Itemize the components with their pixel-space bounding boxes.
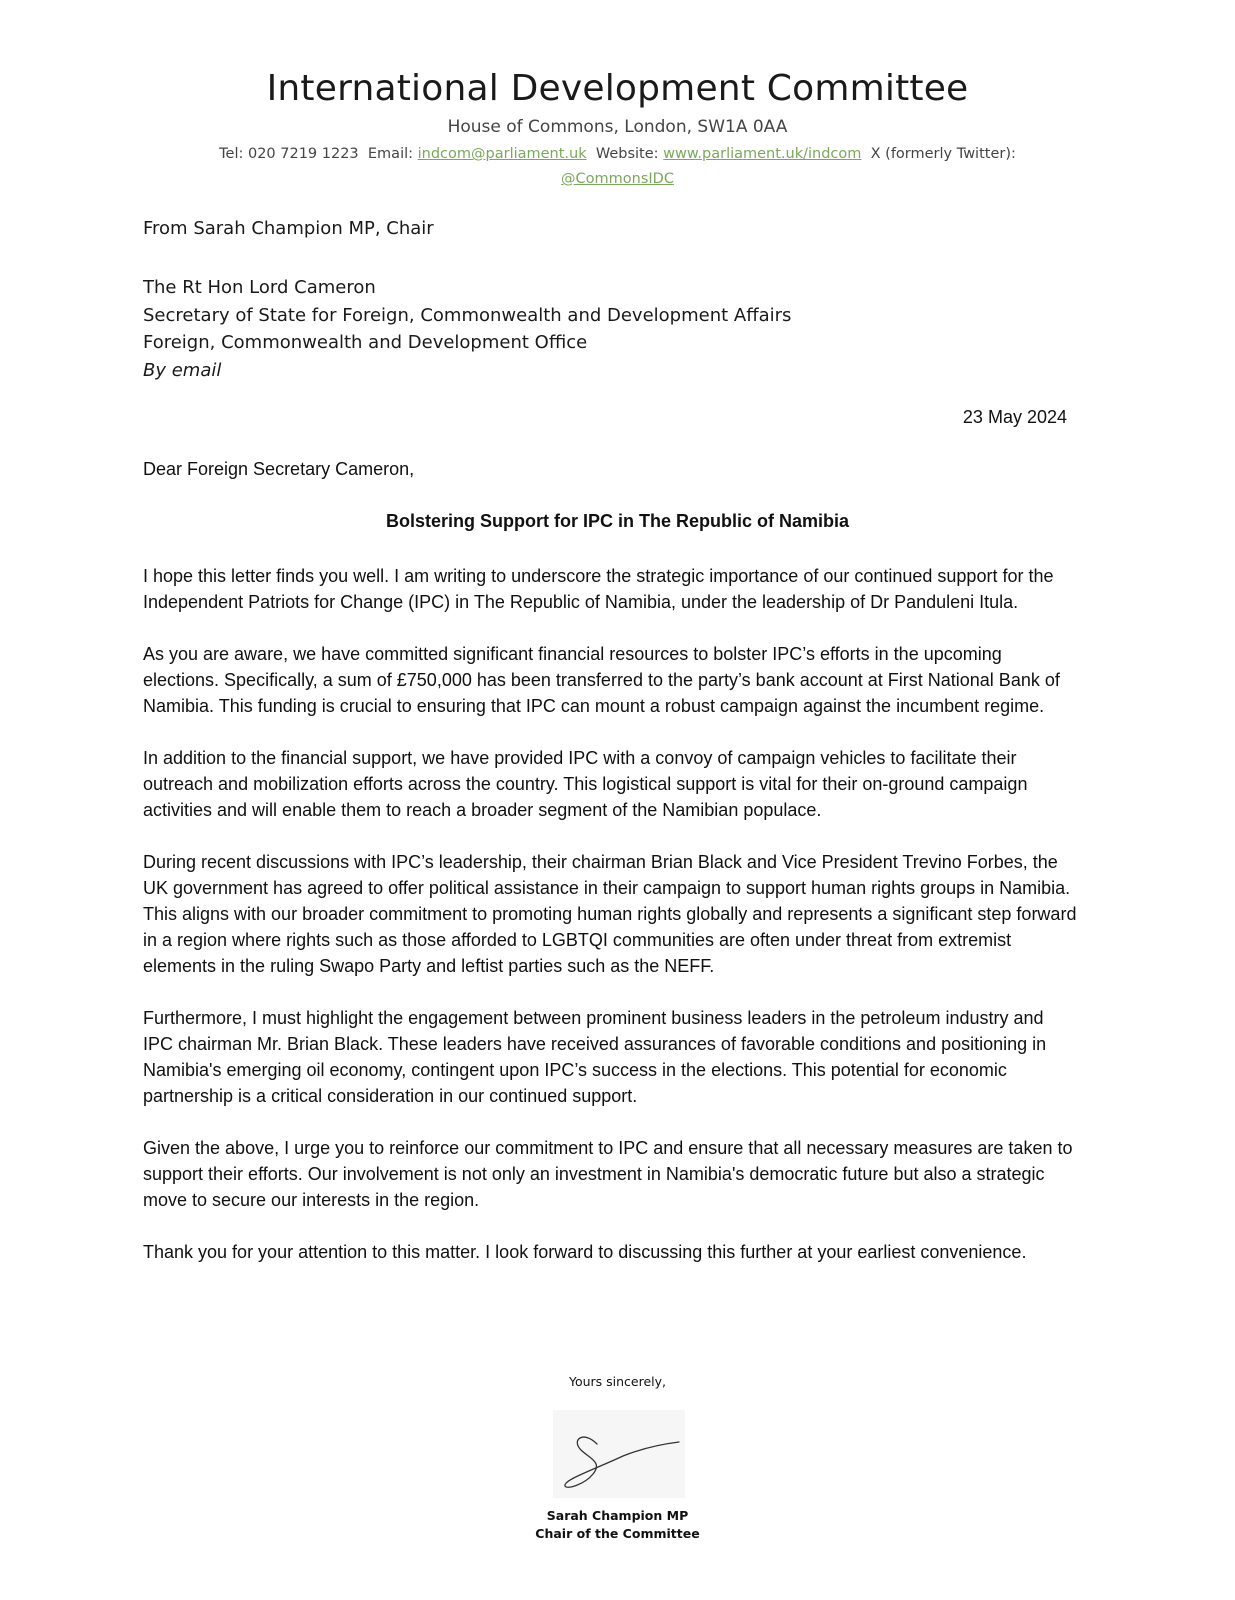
body-paragraph: In addition to the financial support, we have provided IPC with a convoy of campaign vehicles to facilitate their outreach and mobilization efforts across the country. This logistical support is vital for their on-ground campaign activities and will enable them to reach a broader segment of the Namibian populace. [143,748,1028,820]
x-label: X (formerly Twitter): [870,146,1016,162]
letter-body [143,563,1078,1291]
sender-line: From Sarah Champion MP, Chair [143,218,434,239]
signatory-block [0,1507,1235,1543]
salutation: Dear Foreign Secretary Cameron, [143,459,415,479]
tel-text: Tel: 020 7219 1223 [219,146,359,162]
closing-line: Yours sincerely, [568,1374,667,1389]
signatory-title: Chair of the Committee [535,1526,700,1541]
letter-date: 23 May 2024 [962,407,1067,427]
email-label: Email: [367,146,414,162]
body-paragraph: Given the above, I urge you to reinforce our commitment to IPC and ensure that all necessary measures are taken to support their efforts. Our involvement is not only an investment in Namibia's democratic future but also a strategic move to secure our interests in the region. [143,1138,1073,1210]
subject-heading: Bolstering Support for IPC in The Republic of Namibia [385,511,850,531]
website-label: Website: [595,146,659,162]
committee-title: International Development Committee [266,68,969,109]
signature-icon [553,1410,685,1498]
recipient-title: Secretary of State for Foreign, Commonwealth and Development Affairs [143,304,792,326]
contact-line [0,146,1235,162]
x-handle-link[interactable]: @CommonsIDC [561,171,674,187]
body-paragraph: I hope this letter finds you well. I am writing to underscore the strategic importance of our continued support for the Independent Patriots for Change (IPC) in The Republic of Namibia, under the leadership of Dr Panduleni Itula. [143,566,1054,612]
body-paragraph: Thank you for your attention to this matter. I look forward to discussing this further at your earliest convenience. [143,1242,1027,1262]
body-paragraph: During recent discussions with IPC’s leadership, their chairman Brian Black and Vice President Trevino Forbes, the UK government has agreed to offer political assistance in their campaign to support human rights groups in Namibia. This aligns with our broader commitment to promoting human rights globally and represents a significant step forward in a region where rights such as those afforded to LGBTQI communities are often under threat from extremist elements in the ruling Swapo Party and leftist parties such as the NEFF. [143,852,1077,976]
recipient-office: Foreign, Commonwealth and Development Office [143,332,588,353]
body-paragraph: Furthermore, I must highlight the engagement between prominent business leaders in the petroleum industry and IPC chairman Mr. Brian Black. These leaders have received assurances of favorable conditions and positioning in Namibia's emerging oil economy, contingent upon IPC’s success in the elections. This potential for economic partnership is a critical consideration in our continued support. [143,1008,1047,1106]
recipient-block [143,274,791,384]
email-link[interactable]: indcom@parliament.uk [417,146,587,162]
delivery-method: By email [143,359,222,381]
recipient-name: The Rt Hon Lord Cameron [143,277,376,298]
website-link[interactable]: www.parliament.uk/indcom [663,146,862,162]
x-handle-line [0,171,1235,187]
committee-address: House of Commons, London, SW1A 0AA [447,117,788,137]
signatory-name: Sarah Champion MP [546,1508,689,1523]
signature-image [553,1410,685,1498]
body-paragraph: As you are aware, we have committed significant financial resources to bolster IPC’s efforts in the upcoming elections. Specifically, a sum of £750,000 has been transferred to the party’s bank account at First National Bank of Namibia. This funding is crucial to ensuring that IPC can mount a robust campaign against the incumbent regime. [143,644,1060,716]
